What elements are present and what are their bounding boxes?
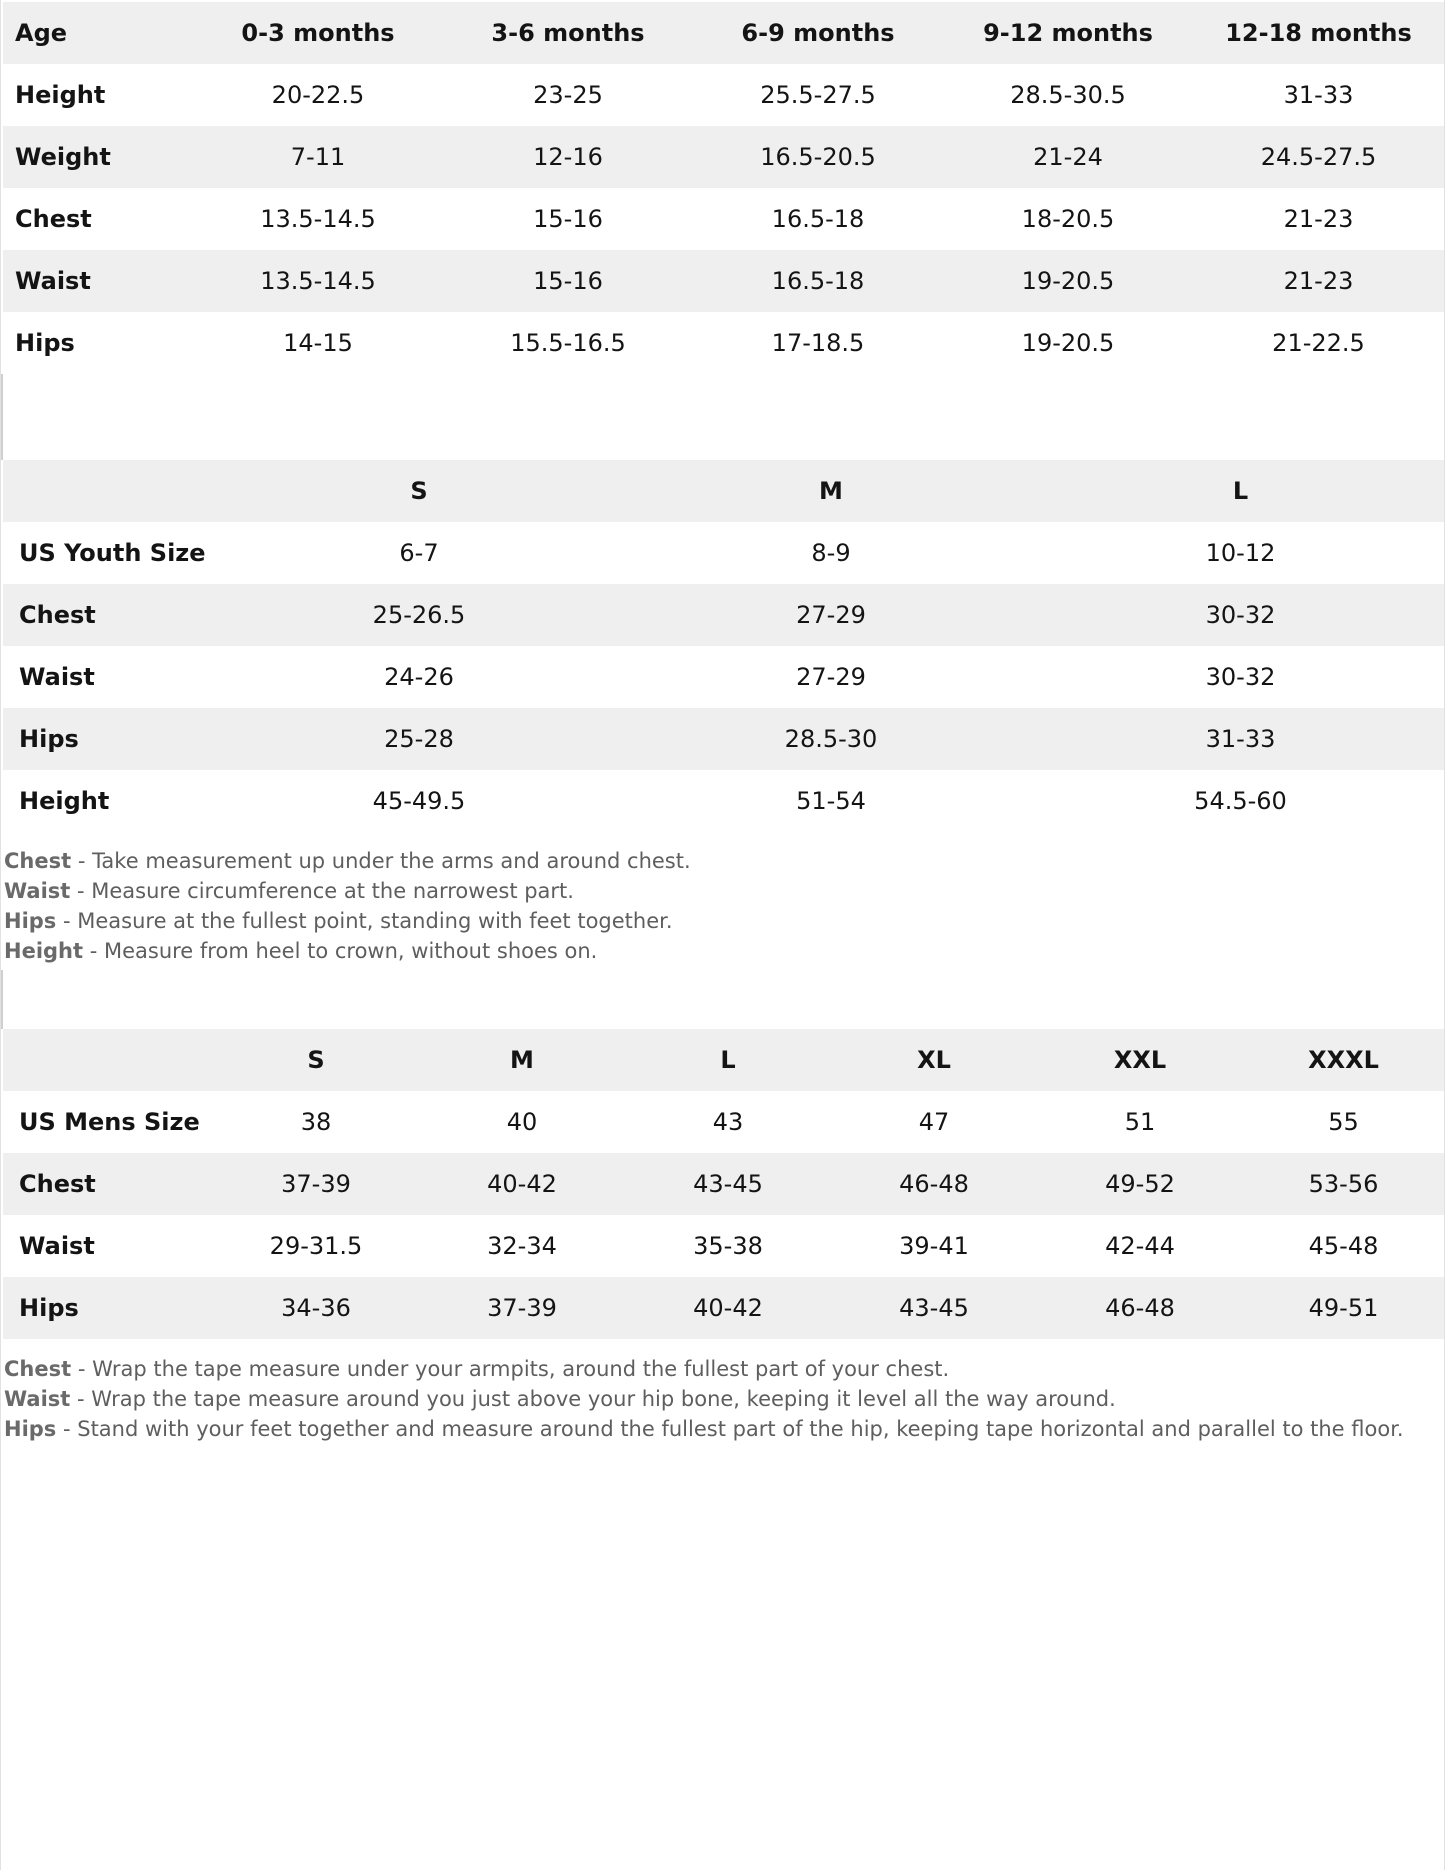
table-cell: 49-52 xyxy=(1037,1153,1243,1215)
table-cell: 10-12 xyxy=(1037,522,1444,584)
table-cell: 51-54 xyxy=(625,770,1037,832)
column-header: L xyxy=(625,1029,831,1091)
table-cell: 45-48 xyxy=(1243,1215,1444,1277)
note-line xyxy=(4,1384,1404,1414)
row-label: Height xyxy=(3,64,193,126)
table-cell: 45-49.5 xyxy=(213,770,625,832)
table-row xyxy=(3,250,1444,312)
table-header-row xyxy=(3,2,1444,64)
row-label: Height xyxy=(3,770,213,832)
row-label: US Mens Size xyxy=(3,1091,213,1153)
table-row xyxy=(3,126,1444,188)
table-cell: 17-18.5 xyxy=(693,312,943,374)
note-line xyxy=(4,846,691,876)
table-row xyxy=(3,188,1444,250)
table-cell: 47 xyxy=(831,1091,1037,1153)
table-cell: 19-20.5 xyxy=(943,312,1193,374)
row-label: Chest xyxy=(3,188,193,250)
row-label: Chest xyxy=(3,1153,213,1215)
table-cell: 16.5-18 xyxy=(693,250,943,312)
note-text: - Take measurement up under the arms and around chest. xyxy=(71,849,691,873)
column-header: 12-18 months xyxy=(1193,2,1444,64)
table-cell: 37-39 xyxy=(213,1153,419,1215)
column-header: S xyxy=(213,1029,419,1091)
table-header-row xyxy=(3,1029,1444,1091)
note-line xyxy=(4,1354,1404,1384)
table-cell: 42-44 xyxy=(1037,1215,1243,1277)
note-line xyxy=(4,1414,1404,1444)
table-cell: 24-26 xyxy=(213,646,625,708)
table-cell: 53-56 xyxy=(1243,1153,1444,1215)
row-label: Hips xyxy=(3,1277,213,1339)
table-cell: 34-36 xyxy=(213,1277,419,1339)
table-cell: 20-22.5 xyxy=(193,64,443,126)
table-cell: 27-29 xyxy=(625,646,1037,708)
note-text: - Measure at the fullest point, standing with feet together. xyxy=(56,909,673,933)
note-term: Chest xyxy=(4,849,72,873)
table-cell: 40 xyxy=(419,1091,625,1153)
note-line xyxy=(4,906,691,936)
table-cell: 43-45 xyxy=(831,1277,1037,1339)
table-cell: 37-39 xyxy=(419,1277,625,1339)
table-cell: 46-48 xyxy=(1037,1277,1243,1339)
table-cell: 54.5-60 xyxy=(1037,770,1444,832)
row-label: Weight xyxy=(3,126,193,188)
column-header: XXXL xyxy=(1243,1029,1444,1091)
row-label: Waist xyxy=(3,250,193,312)
section-divider xyxy=(1,374,3,460)
column-header: S xyxy=(213,460,625,522)
table-cell: 14-15 xyxy=(193,312,443,374)
note-text: - Wrap the tape measure under your armpits, around the fullest part of your chest. xyxy=(71,1357,950,1381)
table-cell: 23-25 xyxy=(443,64,693,126)
table-cell: 8-9 xyxy=(625,522,1037,584)
table-cell: 55 xyxy=(1243,1091,1444,1153)
table-cell: 19-20.5 xyxy=(943,250,1193,312)
table-cell: 6-7 xyxy=(213,522,625,584)
table-cell: 51 xyxy=(1037,1091,1243,1153)
note-term: Hips xyxy=(4,909,57,933)
table-cell: 15-16 xyxy=(443,188,693,250)
note-term: Waist xyxy=(4,1387,71,1411)
table-row xyxy=(3,1153,1444,1215)
note-line xyxy=(4,876,691,906)
table-cell: 32-34 xyxy=(419,1215,625,1277)
table-cell: 40-42 xyxy=(625,1277,831,1339)
table-row xyxy=(3,522,1444,584)
column-header-blank xyxy=(3,460,213,522)
table-cell: 7-11 xyxy=(193,126,443,188)
youth-size-table xyxy=(3,460,1444,832)
note-text: - Measure from heel to crown, without shoes on. xyxy=(83,939,598,963)
youth-measurement-notes xyxy=(4,846,691,966)
table-row xyxy=(3,646,1444,708)
table-cell: 12-16 xyxy=(443,126,693,188)
column-header: 6-9 months xyxy=(693,2,943,64)
note-term: Chest xyxy=(4,1357,72,1381)
table-cell: 39-41 xyxy=(831,1215,1037,1277)
note-term: Waist xyxy=(4,879,71,903)
table-cell: 30-32 xyxy=(1037,584,1444,646)
table-cell: 43 xyxy=(625,1091,831,1153)
column-header-age: Age xyxy=(3,2,193,64)
table-cell: 46-48 xyxy=(831,1153,1037,1215)
column-header-blank xyxy=(3,1029,213,1091)
row-label: Waist xyxy=(3,1215,213,1277)
table-cell: 13.5-14.5 xyxy=(193,250,443,312)
column-header: 0-3 months xyxy=(193,2,443,64)
row-label: Hips xyxy=(3,312,193,374)
table-cell: 25-28 xyxy=(213,708,625,770)
table-cell: 25.5-27.5 xyxy=(693,64,943,126)
table-cell: 21-24 xyxy=(943,126,1193,188)
note-text: - Measure circumference at the narrowest part. xyxy=(70,879,574,903)
table-cell: 21-23 xyxy=(1193,188,1444,250)
table-row xyxy=(3,708,1444,770)
mens-measurement-notes xyxy=(4,1354,1404,1444)
column-header: 9-12 months xyxy=(943,2,1193,64)
table-cell: 21-23 xyxy=(1193,250,1444,312)
column-header: 3-6 months xyxy=(443,2,693,64)
table-cell: 13.5-14.5 xyxy=(193,188,443,250)
table-cell: 15.5-16.5 xyxy=(443,312,693,374)
note-term: Hips xyxy=(4,1417,57,1441)
mens-size-table xyxy=(3,1029,1444,1339)
column-header: XXL xyxy=(1037,1029,1243,1091)
table-cell: 16.5-20.5 xyxy=(693,126,943,188)
column-header: L xyxy=(1037,460,1444,522)
table-cell: 31-33 xyxy=(1037,708,1444,770)
table-cell: 38 xyxy=(213,1091,419,1153)
table-cell: 35-38 xyxy=(625,1215,831,1277)
table-cell: 29-31.5 xyxy=(213,1215,419,1277)
table-cell: 24.5-27.5 xyxy=(1193,126,1444,188)
table-cell: 15-16 xyxy=(443,250,693,312)
note-line xyxy=(4,936,691,966)
table-row xyxy=(3,1091,1444,1153)
column-header: M xyxy=(419,1029,625,1091)
table-cell: 40-42 xyxy=(419,1153,625,1215)
table-cell: 49-51 xyxy=(1243,1277,1444,1339)
row-label: Hips xyxy=(3,708,213,770)
table-cell: 31-33 xyxy=(1193,64,1444,126)
column-header: M xyxy=(625,460,1037,522)
row-label: Chest xyxy=(3,584,213,646)
table-cell: 16.5-18 xyxy=(693,188,943,250)
table-cell: 27-29 xyxy=(625,584,1037,646)
table-header-row xyxy=(3,460,1444,522)
row-label: US Youth Size xyxy=(3,522,213,584)
table-row xyxy=(3,584,1444,646)
table-cell: 28.5-30.5 xyxy=(943,64,1193,126)
note-text: - Stand with your feet together and measure around the fullest part of the hip, keeping tape horizontal and parallel to the floor. xyxy=(56,1417,1404,1441)
table-row xyxy=(3,770,1444,832)
note-text: - Wrap the tape measure around you just above your hip bone, keeping it level all the way around. xyxy=(70,1387,1116,1411)
table-cell: 43-45 xyxy=(625,1153,831,1215)
table-row xyxy=(3,1277,1444,1339)
row-label: Waist xyxy=(3,646,213,708)
table-row xyxy=(3,1215,1444,1277)
table-cell: 25-26.5 xyxy=(213,584,625,646)
note-term: Height xyxy=(4,939,84,963)
table-cell: 21-22.5 xyxy=(1193,312,1444,374)
section-divider xyxy=(1,970,3,1029)
table-cell: 18-20.5 xyxy=(943,188,1193,250)
table-row xyxy=(3,312,1444,374)
column-header: XL xyxy=(831,1029,1037,1091)
table-row xyxy=(3,64,1444,126)
table-cell: 28.5-30 xyxy=(625,708,1037,770)
table-cell: 30-32 xyxy=(1037,646,1444,708)
baby-size-table xyxy=(3,2,1444,374)
